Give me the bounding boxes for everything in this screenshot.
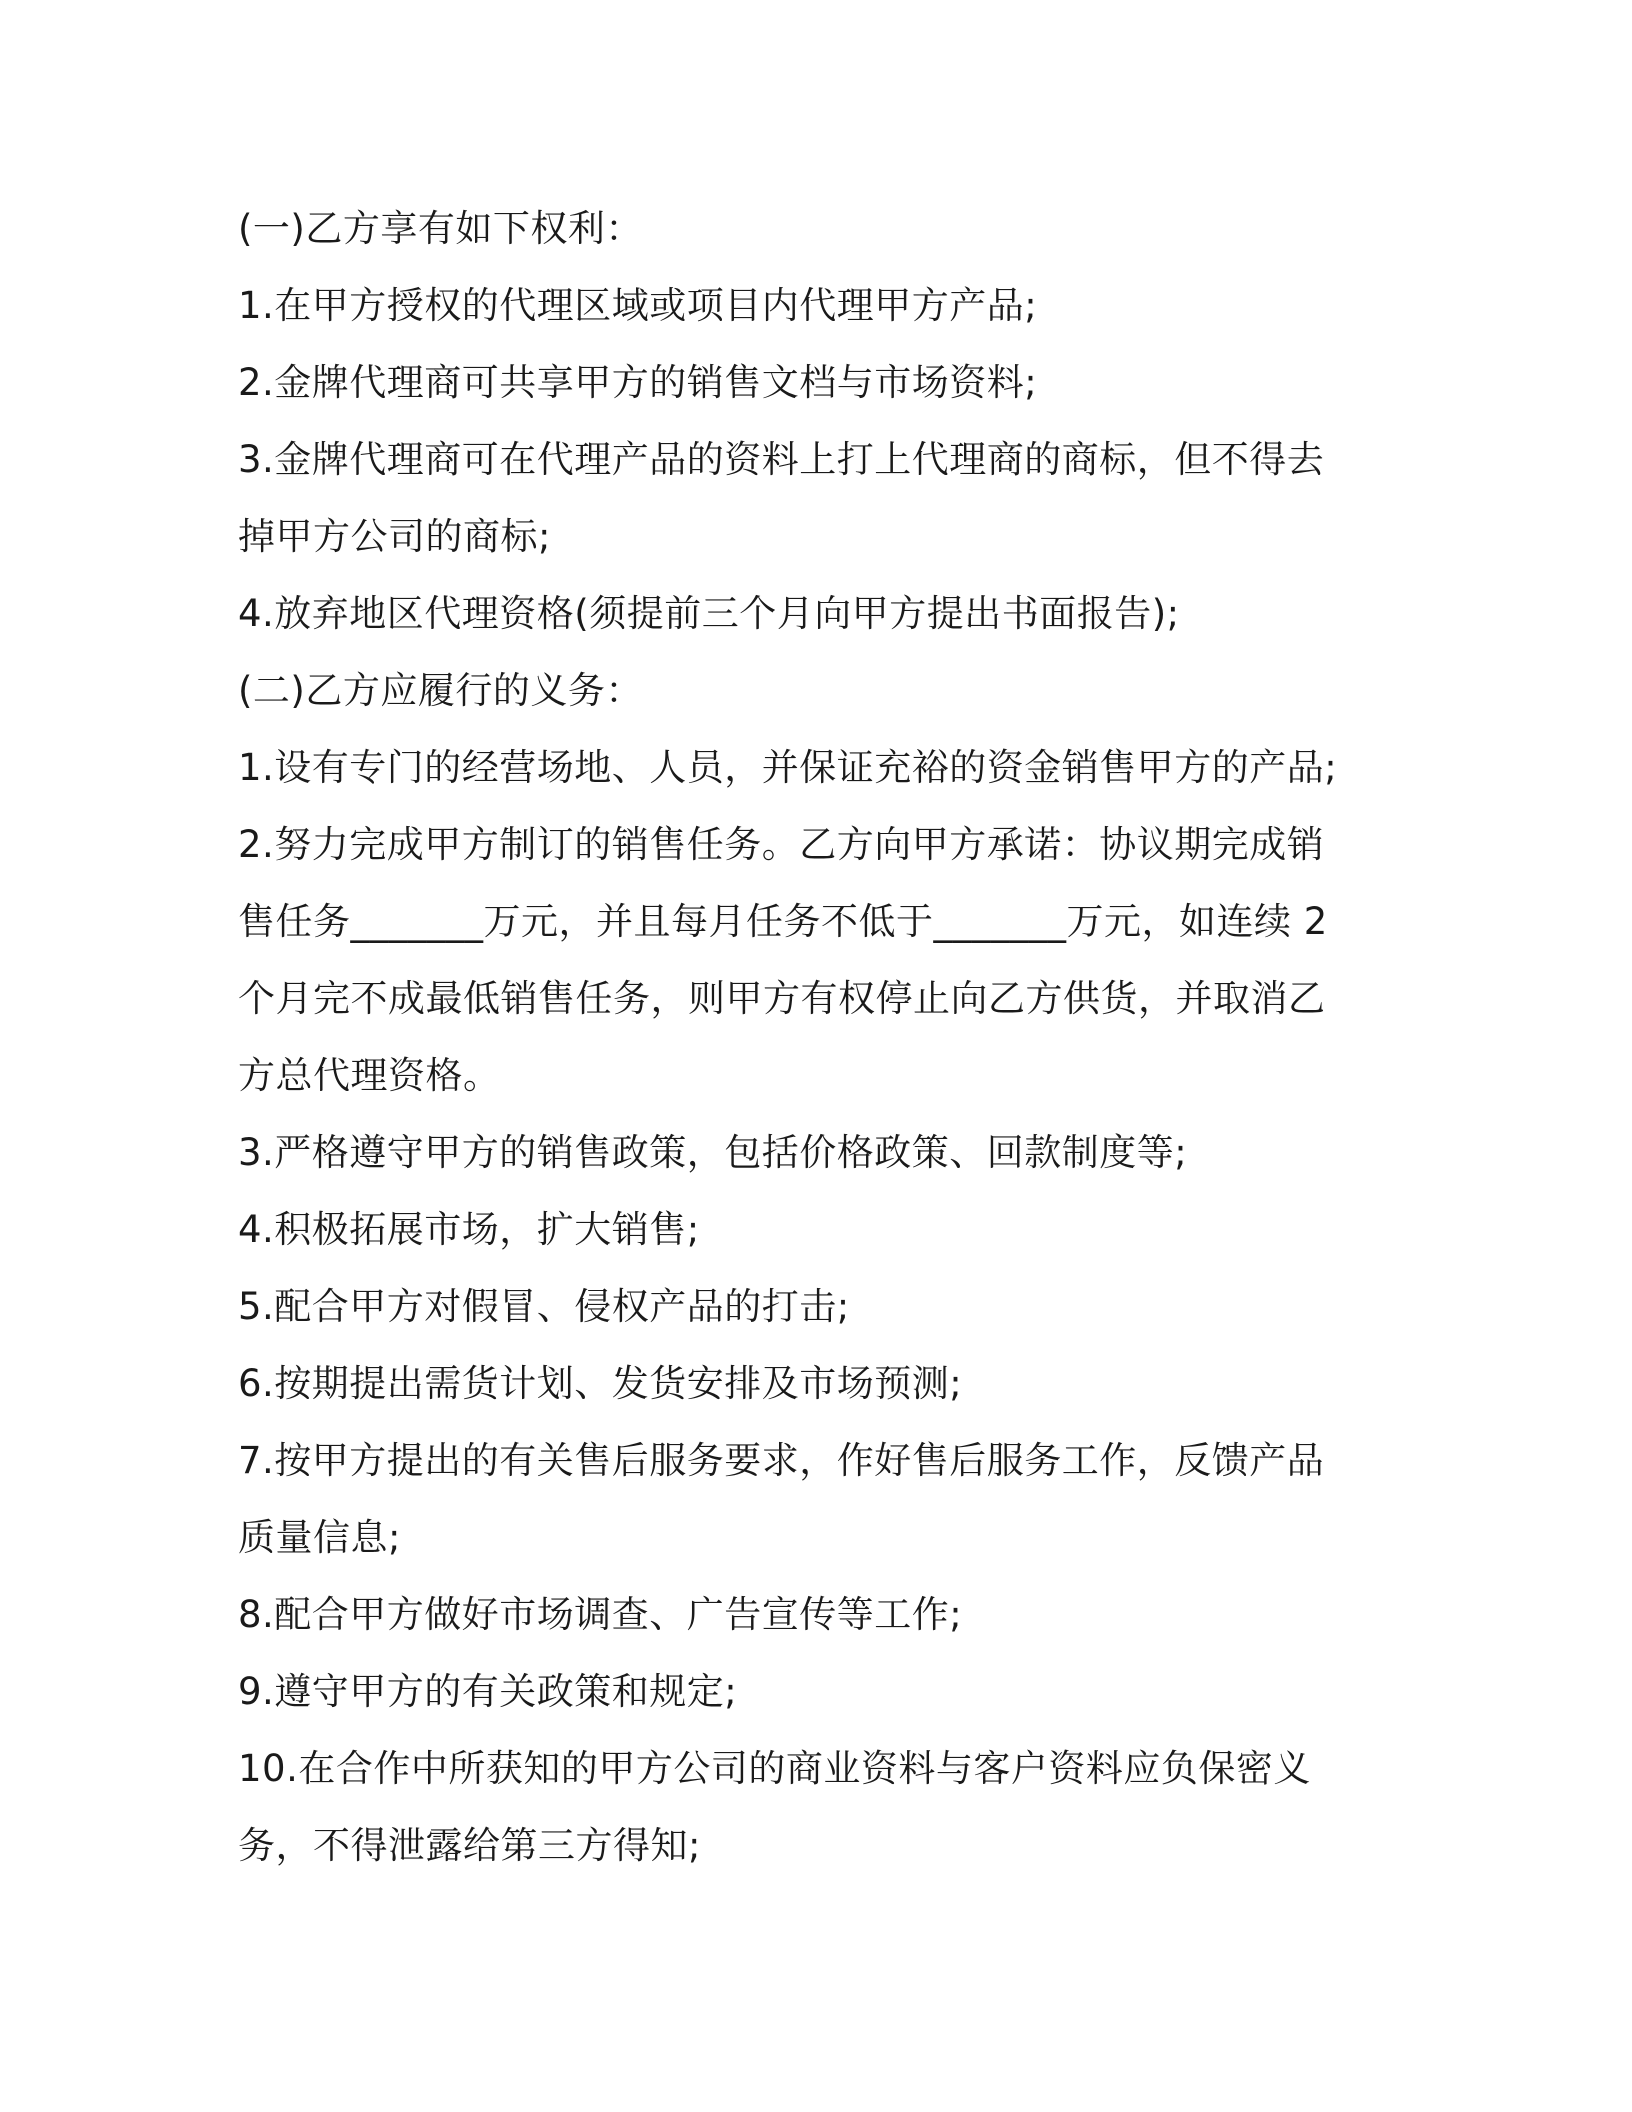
obligations-item-4: 4.积极拓展市场，扩大销售;: [238, 1208, 700, 1251]
rights-item-3: 3.金牌代理商可在代理产品的资料上打上代理商的商标，但不得去掉甲方公司的商标;: [238, 438, 1325, 558]
obligations-item-6: 6.按期提出需货计划、发货安排及市场预测;: [238, 1362, 963, 1405]
obligations-item-8: 8.配合甲方做好市场调查、广告宣传等工作;: [238, 1593, 963, 1636]
document-body: [238, 190, 1358, 1884]
rights-item-4: 4.放弃地区代理资格(须提前三个月向甲方提出书面报告);: [238, 592, 1180, 635]
obligations-item-9: 9.遵守甲方的有关政策和规定;: [238, 1670, 738, 1713]
obligations-item-3: 3.严格遵守甲方的销售政策，包括价格政策、回款制度等;: [238, 1131, 1188, 1174]
obligations-item-10: 10.在合作中所获知的甲方公司的商业资料与客户资料应负保密义务，不得泄露给第三方得知;: [238, 1747, 1311, 1867]
rights-item-1: 1.在甲方授权的代理区域或项目内代理甲方产品;: [238, 284, 1038, 327]
obligations-item-7: 7.按甲方提出的有关售后服务要求，作好售后服务工作，反馈产品质量信息;: [238, 1439, 1325, 1559]
section-heading-obligations: (二)乙方应履行的义务：: [238, 669, 643, 712]
obligations-item-1: 1.设有专门的经营场地、人员，并保证充裕的资金销售甲方的产品;: [238, 746, 1338, 789]
obligations-item-2: 2.努力完成甲方制订的销售任务。乙方向甲方承诺：协议期完成销售任务_______万元，并且每月任务不低于_______万元，如连续 2 个月完不成最低销售任务，则甲方有权停止向乙方供货，并取消乙方总代理资格。: [238, 823, 1328, 1097]
obligations-item-5: 5.配合甲方对假冒、侵权产品的打击;: [238, 1285, 850, 1328]
rights-item-2: 2.金牌代理商可共享甲方的销售文档与市场资料;: [238, 361, 1038, 404]
section-heading-rights: (一)乙方享有如下权利：: [238, 207, 643, 250]
